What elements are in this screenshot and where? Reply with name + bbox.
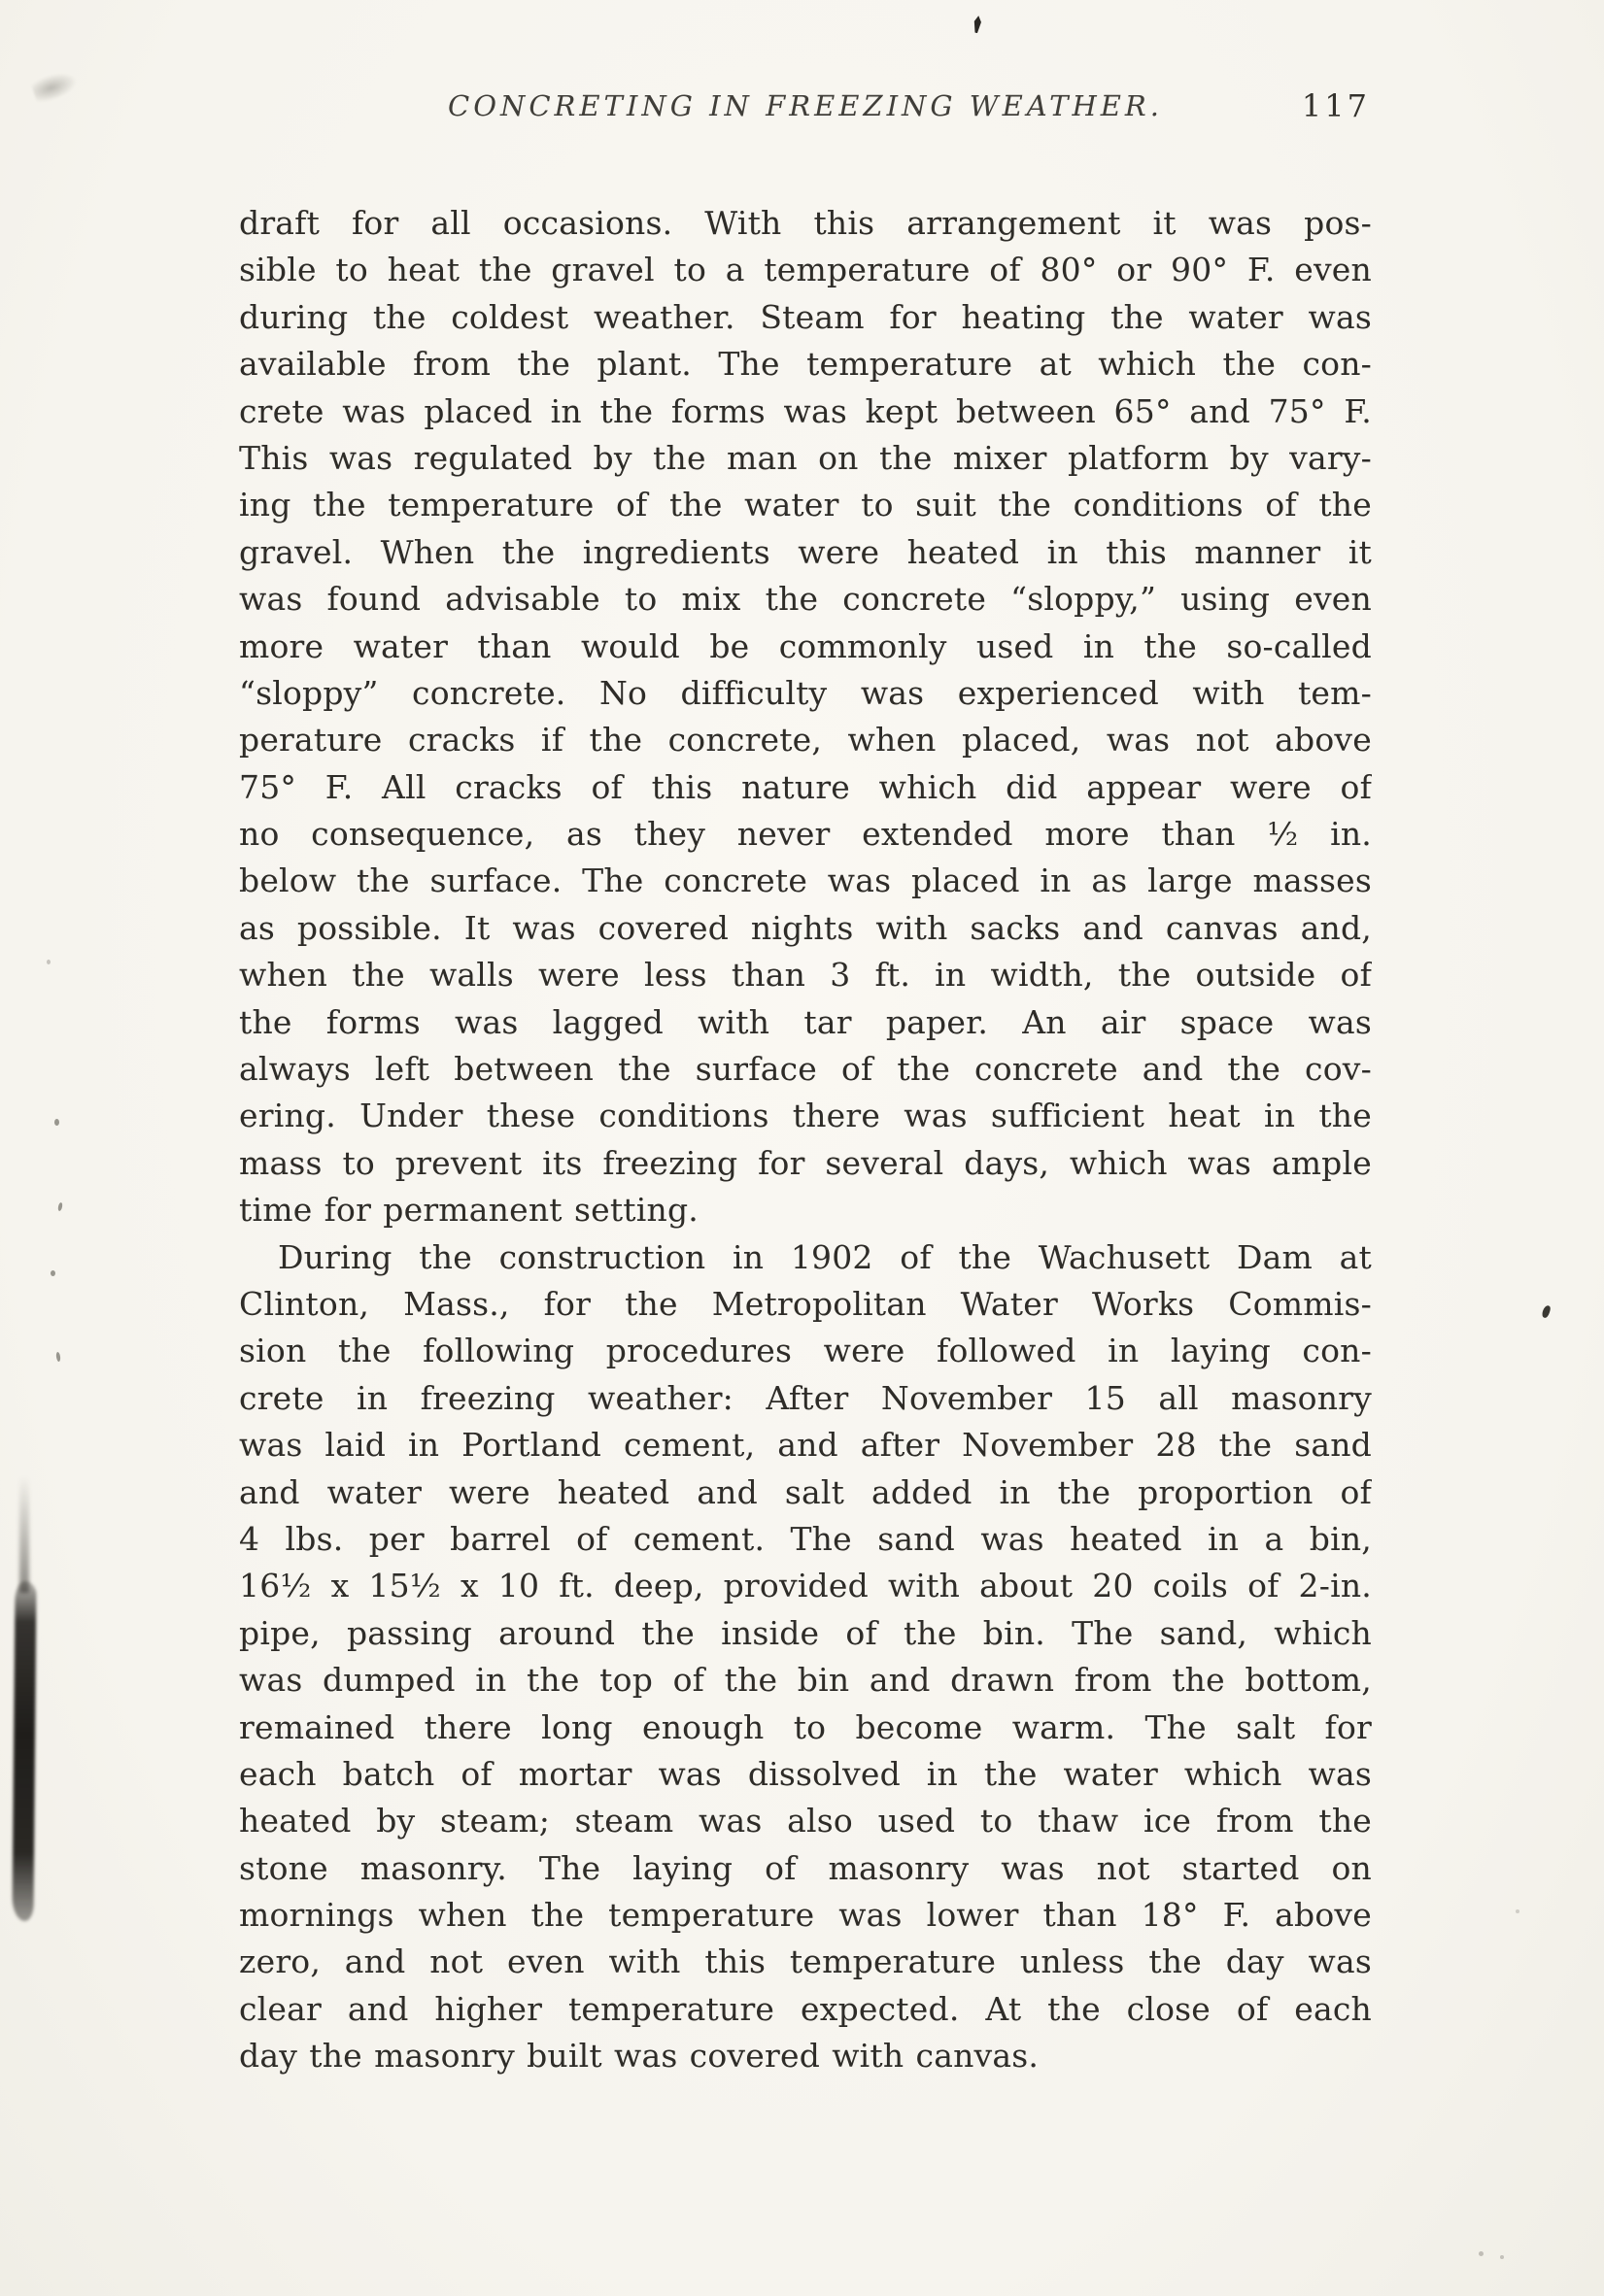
paragraph (239, 1234, 1372, 2080)
scan-artifact-speck (1500, 2255, 1504, 2259)
text-line: more water than would be commonly used in the so-called (239, 626, 1372, 665)
text-line: and water were heated and salt added in the proportion of (239, 1472, 1372, 1511)
text-line: was found advisable to mix the concrete “sloppy,” using even (239, 580, 1372, 619)
text-line: mass to prevent its freezing for several days, which was ample (239, 1143, 1372, 1182)
text-line: crete in freezing weather: After November 15 all masonry (239, 1378, 1372, 1417)
body-text (239, 200, 1372, 2080)
text-line: Clinton, Mass., for the Metropolitan Water Works Commis- (239, 1284, 1372, 1323)
text-line: no consequence, as they never extended more than ½ in. (239, 815, 1372, 854)
text-line: the forms was lagged with tar paper. An air space was (239, 1002, 1372, 1041)
paragraph (239, 200, 1372, 1234)
text-line: clear and higher temperature expected. At the close of each (239, 1989, 1372, 2028)
text-line: below the surface. The concrete was placed in as large masses (239, 861, 1372, 900)
text-line: each batch of mortar was dissolved in the water which was (239, 1754, 1372, 1793)
text-line: when the walls were less than 3 ft. in width, the outside of (239, 956, 1372, 995)
text-line: zero, and not even with this temperature unless the day was (239, 1942, 1372, 1981)
page-number: 117 (1301, 87, 1370, 124)
text-line: 16½ x 15½ x 10 ft. deep, provided with about 20 coils of 2-in. (239, 1567, 1372, 1605)
scan-artifact-mark (1541, 1304, 1552, 1319)
scan-artifact-speck (55, 1352, 60, 1362)
text-line: During the construction in 1902 of the Wachusett Dam at (278, 1237, 1372, 1276)
scan-artifact-speck (51, 1270, 55, 1276)
text-line: perature cracks if the concrete, when placed, was not above (239, 721, 1372, 760)
page-content (239, 89, 1372, 2080)
text-line: was laid in Portland cement, and after November 28 the sand (239, 1426, 1372, 1465)
text-line: mornings when the temperature was lower than 18° F. above (239, 1896, 1372, 1935)
text-line: always left between the surface of the concrete and the cov- (239, 1050, 1372, 1089)
scan-artifact-mark (971, 15, 984, 33)
scan-artifact-speck (1516, 1909, 1519, 1913)
text-line: ing the temperature of the water to suit the conditions of the (239, 486, 1372, 524)
text-line: day the masonry built was covered with canvas. (239, 2037, 1040, 2076)
scan-artifact-speck (54, 1119, 59, 1126)
text-line: stone masonry. The laying of masonry was not started on (239, 1848, 1372, 1887)
text-line: This was regulated by the man on the mixer platform by vary- (239, 438, 1372, 477)
scan-artifact-speck (1479, 2251, 1484, 2256)
text-line: was dumped in the top of the bin and drawn from the bottom, (239, 1661, 1372, 1700)
text-line: pipe, passing around the inside of the bin. The sand, which (239, 1613, 1372, 1652)
text-line: available from the plant. The temperature at which the con- (239, 345, 1372, 384)
text-line: draft for all occasions. With this arrangement it was pos- (239, 204, 1372, 242)
running-header (239, 89, 1372, 150)
scan-artifact-speck (47, 960, 51, 964)
page-title: CONCRETING IN FREEZING WEATHER. (448, 89, 1163, 122)
text-line: “sloppy” concrete. No difficulty was experienced with tem- (239, 673, 1372, 712)
text-line: 4 lbs. per barrel of cement. The sand was heated in a bin, (239, 1519, 1372, 1558)
text-line: as possible. It was covered nights with sacks and canvas and, (239, 908, 1372, 947)
text-line: remained there long enough to become warm. The salt for (239, 1707, 1372, 1746)
text-line: crete was placed in the forms was kept between 65° and 75° F. (239, 391, 1372, 430)
text-line: gravel. When the ingredients were heated in this manner it (239, 532, 1372, 571)
scan-artifact-ink-streak (12, 1581, 36, 1921)
scan-artifact-speck (57, 1202, 63, 1212)
scan-artifact-ink-streak-tail (19, 1476, 29, 1593)
text-line: during the coldest weather. Steam for heating the water was (239, 297, 1372, 336)
text-line: sible to heat the gravel to a temperature of 80° or 90° F. even (239, 251, 1372, 289)
scan-artifact-smudge (30, 68, 81, 106)
text-line: 75° F. All cracks of this nature which did appear were of (239, 767, 1372, 806)
text-line: heated by steam; steam was also used to thaw ice from the (239, 1802, 1372, 1840)
text-line: ering. Under these conditions there was sufficient heat in the (239, 1097, 1372, 1135)
text-line: time for permanent setting. (239, 1191, 699, 1230)
text-line: sion the following procedures were followed in laying con- (239, 1332, 1372, 1370)
